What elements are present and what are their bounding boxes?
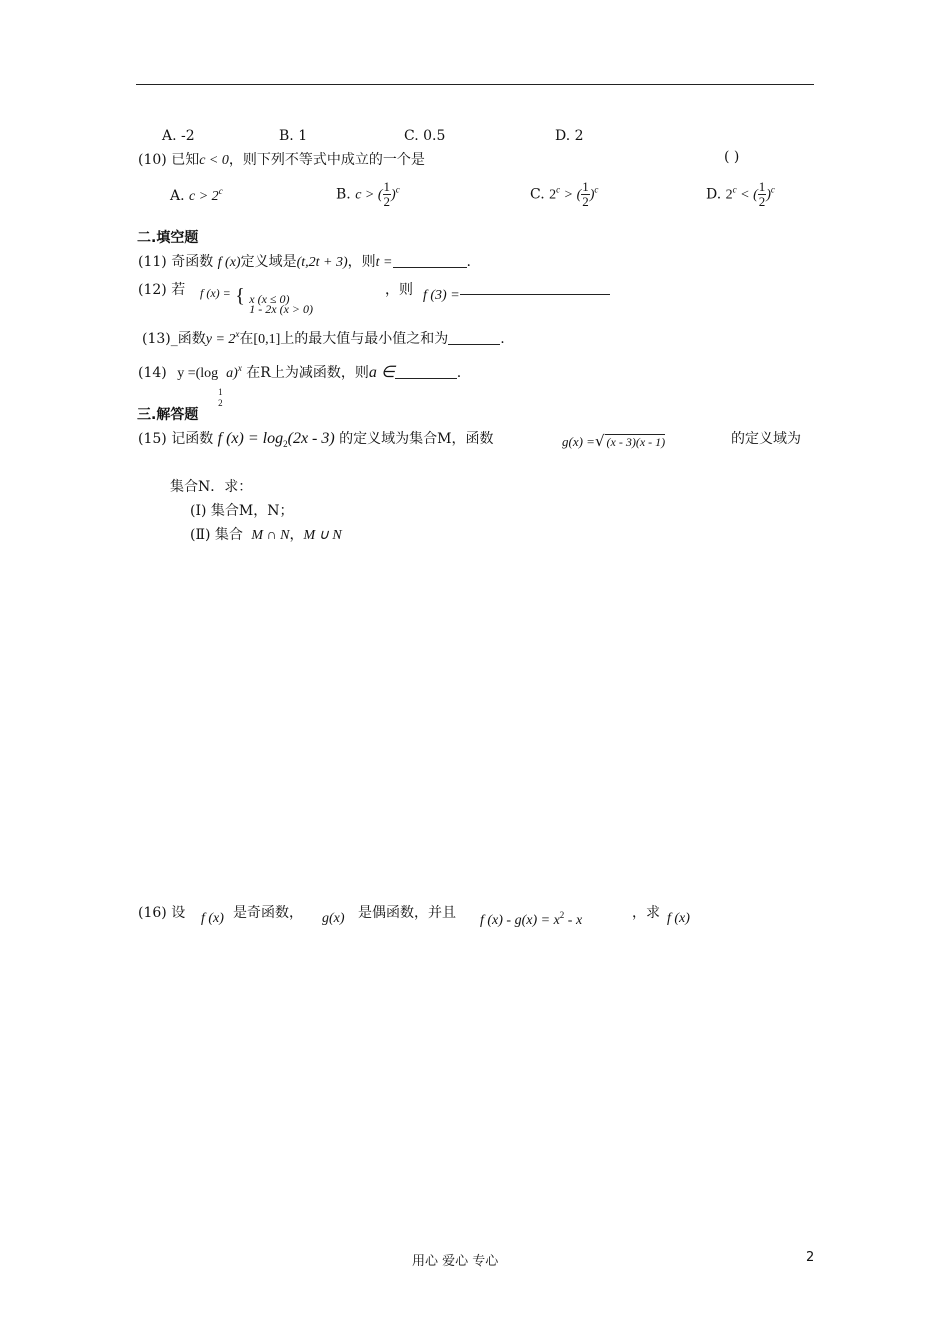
q10-c-frac-den: 2 [582, 194, 589, 209]
q13-interval: [0,1] [253, 332, 281, 347]
q13-mid: 在 [239, 331, 254, 347]
q13-number: (13)_函数 [142, 331, 206, 347]
q12-piecewise [200, 285, 313, 314]
q11-answer-blank [393, 267, 467, 268]
q10-option-d [706, 180, 775, 209]
q15-part2-expr1: M ∩ N [251, 528, 290, 543]
q15-mid: 的定义域为集合M，函数 [339, 431, 494, 447]
q12-brace: { [235, 285, 245, 307]
q16-eq-exp: 2 [559, 910, 565, 920]
q10-d-exp2: c [770, 184, 775, 195]
q10-d-label: D. [706, 186, 722, 203]
q10-option-b [336, 180, 400, 209]
q16-equation [480, 910, 582, 929]
q10-d-frac-den: 2 [758, 194, 766, 209]
q10-option-a [170, 186, 223, 205]
q10-pre: 已知 [171, 152, 200, 168]
q11-mid: 定义域是 [240, 254, 297, 270]
q14-expr-right: a) [222, 366, 238, 381]
q15-part2 [190, 524, 342, 544]
q9-option-d: D. 2 [555, 128, 584, 144]
q10-c-frac-num: 1 [582, 179, 589, 194]
q9-option-a: A. -2 [162, 128, 195, 144]
q14-expr-left: y =(log [177, 366, 219, 381]
q13-post: 上的最大值与最小值之和为 [280, 331, 449, 347]
q10-c-mid: > ( [560, 187, 582, 203]
q14-var: a ∈ [368, 364, 395, 381]
q11-domain: (t,2t + 3) [296, 255, 348, 270]
q16-f-expr: f (x) [201, 911, 224, 926]
q10-b-right: ) [391, 187, 396, 203]
q10-a-label: A. [170, 188, 185, 204]
q14 [138, 362, 461, 409]
q13-answer-blank [448, 344, 500, 345]
q12-cases [249, 294, 313, 314]
q13-exp: x [235, 329, 240, 339]
footer-motto: 用心 爱心 专心 [412, 1254, 499, 1269]
q16-g-expr: g(x) [322, 911, 345, 926]
q14-post: 在R上为减函数，则 [246, 365, 369, 381]
q15-stem [138, 428, 494, 449]
page-number: 2 [806, 1250, 815, 1265]
q15-sqrt-arg: (x - 3)(x - 1) [606, 435, 666, 449]
q10-b-frac-den: 2 [383, 194, 391, 209]
q16-eq-left: f (x) - g(x) = x [480, 913, 560, 928]
q16-mid3: ，求 [632, 905, 660, 921]
q10-d-fraction [758, 180, 767, 209]
q10-b-left: c > ( [355, 187, 383, 203]
q12-case1: x (x ≤ 0) [249, 292, 290, 306]
q15-part2-expr2: M ∪ N [303, 528, 342, 543]
q10-c-right: ) [589, 187, 595, 203]
q10-post: ，则下列不等式中成立的一个是 [228, 152, 425, 168]
q12-pre: 若 [171, 282, 186, 298]
q15-g-label: g(x) = [562, 434, 595, 449]
q9-option-b: B. 1 [279, 128, 308, 144]
q11-end: . [466, 254, 471, 270]
section-answer-title: 三.解答题 [137, 407, 199, 423]
q15-f: f (x) = log [217, 430, 284, 447]
q10-d-mid: < ( [736, 187, 758, 203]
q15-line2: 集合N．求： [170, 479, 253, 495]
q11-f: f (x) [217, 255, 241, 270]
q10-a-expr: c > 2 [189, 189, 219, 204]
q11 [138, 251, 471, 271]
q13 [142, 328, 505, 348]
q10-d-exp1: c [732, 184, 737, 195]
q14-end: . [456, 365, 462, 381]
q10-option-c [530, 180, 598, 209]
q16-g [322, 910, 345, 927]
q10-c-exp1: c [556, 184, 561, 195]
q15-part2-pre: (Ⅱ) 集合 [190, 527, 243, 543]
header-rule [136, 84, 814, 85]
q11-pre: 奇函数 [171, 254, 214, 270]
q14-log-base [218, 387, 223, 409]
q11-var: t = [375, 255, 393, 270]
q15-arg: (2x - 3) [287, 430, 335, 447]
q16-mid1: 是奇函数， [233, 905, 303, 921]
q15-part2-sep: ， [289, 527, 304, 543]
q12-post: ，则 [385, 282, 413, 298]
q10-b-frac-num: 1 [383, 179, 391, 194]
q10-condition: c < 0 [199, 153, 229, 168]
q12-f: f (x) = [200, 286, 231, 300]
q16-f [201, 910, 224, 927]
q16-number: (16) [138, 905, 167, 921]
q10-d-frac-num: 1 [758, 179, 766, 194]
q16 [138, 902, 185, 922]
q10-c-fraction [581, 180, 590, 209]
q10-c-base: 2 [549, 187, 557, 203]
q10-c-exp2: c [594, 184, 599, 195]
q10-answer-paren: ( ) [724, 149, 740, 165]
q10-number: (10) [138, 152, 167, 168]
q11-post: ，则 [347, 254, 376, 270]
q15-g [562, 432, 665, 450]
q14-base-den: 2 [218, 398, 223, 408]
q14-number: (14) [138, 365, 167, 381]
q16-ask-expr: f (x) [667, 911, 690, 926]
q15-sqrt-sign: √ [594, 432, 605, 450]
q15-post: 的定义域为 [731, 431, 801, 447]
q15-part1: (Ⅰ) 集合M，N； [190, 503, 294, 519]
q12-answer-blank [460, 294, 610, 295]
q12-case2: 1 - 2x (x > 0) [249, 302, 314, 316]
q15-number: (15) [138, 431, 167, 447]
q16-mid2: 是偶函数，并且 [358, 905, 456, 921]
q13-end: . [500, 331, 505, 347]
section-fill-in-title: 二.填空题 [137, 230, 199, 246]
q14-base-num: 1 [218, 387, 223, 397]
q14-answer-blank [395, 378, 457, 379]
q10-b-label: B. [336, 186, 351, 203]
q10-d-right: ) [766, 187, 771, 203]
q15-pre: 记函数 [171, 431, 214, 447]
q16-pre: 设 [171, 905, 186, 921]
q12-number: (12) [138, 282, 167, 298]
q10-b-exp: c [395, 184, 400, 195]
q12 [138, 279, 185, 299]
q11-number: (11) [138, 254, 167, 270]
q10-stem [138, 149, 425, 169]
q10-a-exp: c [218, 186, 223, 196]
q15-sub: 2 [283, 439, 288, 449]
q10-b-fraction [383, 180, 392, 209]
q12-ask: f (3) = [423, 288, 460, 303]
q13-expr: y = 2 [205, 332, 236, 347]
q16-eq-right: - x [564, 913, 583, 928]
q14-exp: x [237, 363, 242, 373]
q16-ask [667, 910, 690, 927]
q9-option-c: C. 0.5 [404, 128, 446, 144]
q10-c-label: C. [530, 186, 545, 203]
q10-d-base: 2 [725, 187, 733, 203]
q12-ask-line [423, 287, 610, 304]
